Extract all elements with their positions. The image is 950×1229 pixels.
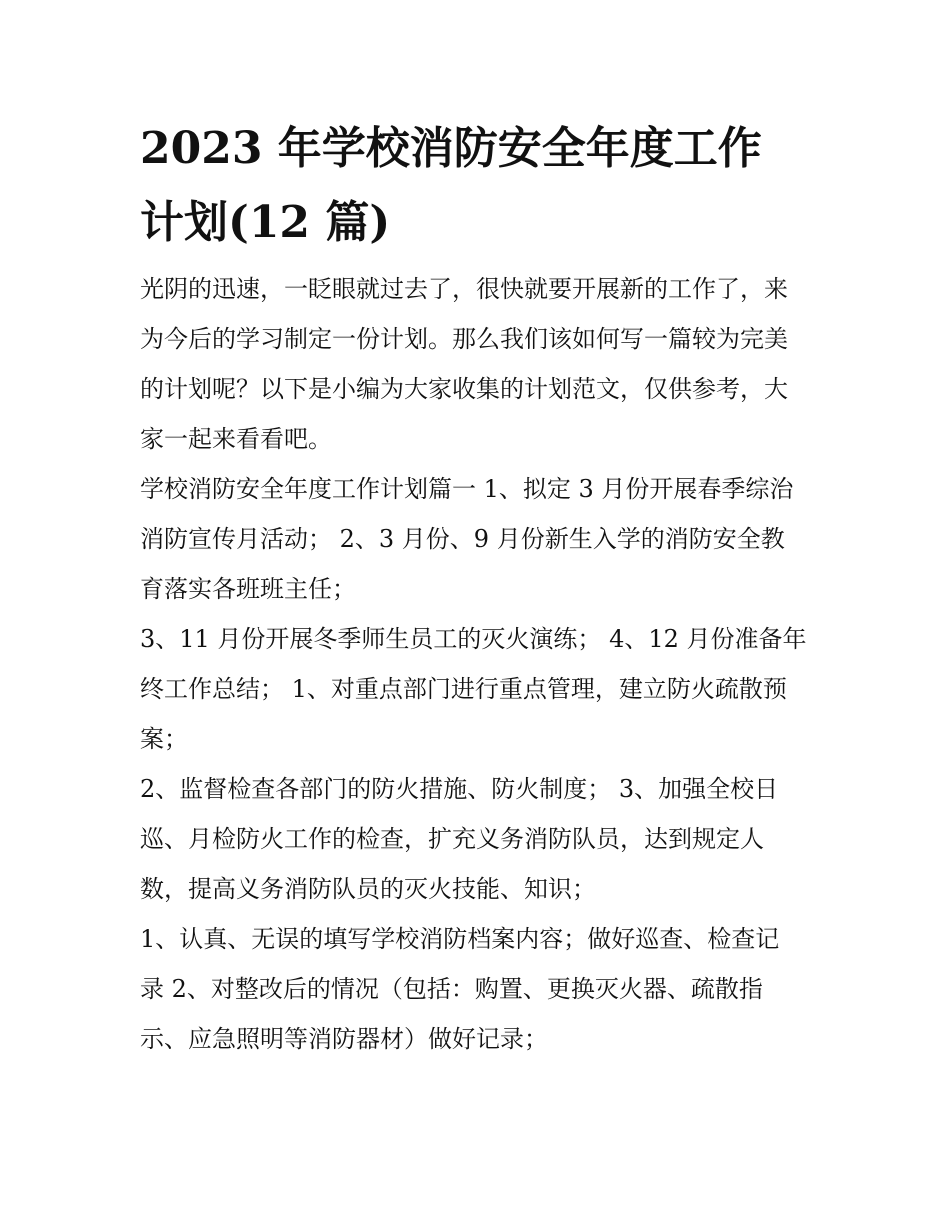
title-line-2: 计划(12 篇) [140,197,391,248]
body-line-12: 巡、月检防火工作的检查，扩充义务消防队员，达到规定人 [140,825,764,853]
body-line-9: 终工作总结； 1、对重点部门进行重点管理，建立防火疏散预 [140,675,787,703]
body-line-5: 学校消防安全年度工作计划篇一 1、拟定 3 月份开展春季综治 [140,475,794,503]
body-line-16: 示、应急照明等消防器材）做好记录； [140,1025,548,1053]
body-line-15: 录 2、对整改后的情况（包括：购置、更换灭火器、疏散指 [140,975,763,1003]
document-body [140,264,820,1064]
body-line-10: 案； [140,725,188,753]
body-line-14: 1、认真、无误的填写学校消防档案内容；做好巡查、检查记 [140,925,780,953]
body-line-13: 数，提高义务消防队员的灭火技能、知识； [140,875,596,903]
body-line-3: 的计划呢？以下是小编为大家收集的计划范文，仅供参考，大 [140,375,788,403]
document-page [140,112,820,1064]
body-line-11: 2、监督检查各部门的防火措施、防火制度； 3、加强全校日 [140,775,779,803]
body-line-2: 为今后的学习制定一份计划。那么我们该如何写一篇较为完美 [140,325,788,353]
body-line-1: 光阴的迅速，一眨眼就过去了，很快就要开展新的工作了，来 [140,275,788,303]
body-line-8: 3、11 月份开展冬季师生员工的灭火演练； 4、12 月份准备年 [140,625,807,653]
body-line-7: 育落实各班班主任； [140,575,356,603]
body-line-6: 消防宣传月活动； 2、3 月份、9 月份新生入学的消防安全教 [140,525,785,553]
body-line-4: 家一起来看看吧。 [140,425,332,453]
title-line-1: 2023 年学校消防安全年度工作 [140,123,762,174]
document-title [140,112,820,260]
